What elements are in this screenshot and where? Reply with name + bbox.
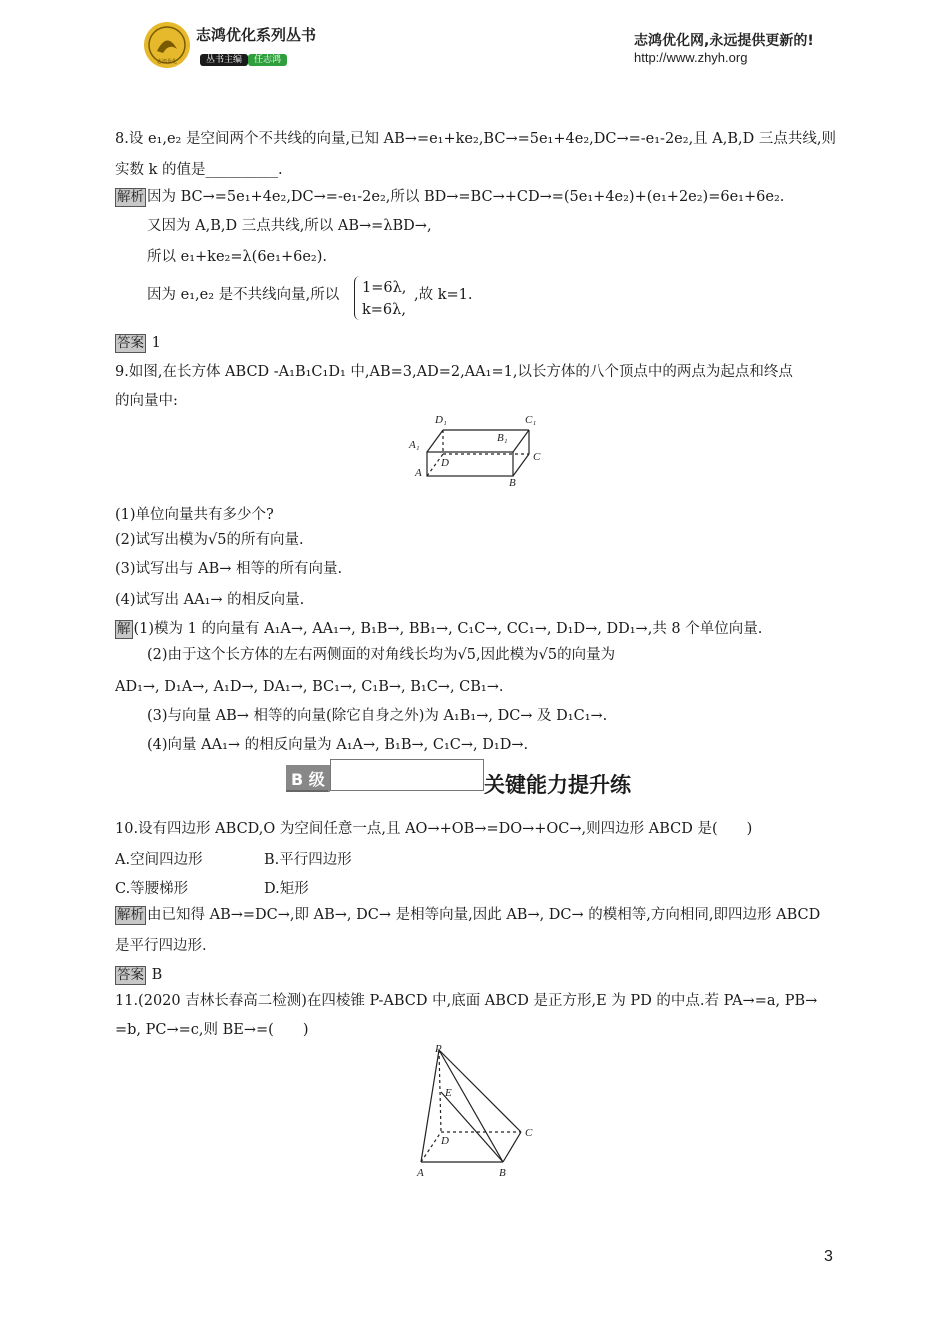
analysis-tag: 解析 [117,189,144,205]
label-B1: B₁ [497,432,508,444]
p10-option-a: A.空间四边形 [115,852,203,868]
p8-answer: 答案 1 [117,335,161,351]
p10-option-d: D.矩形 [264,881,309,897]
logo-text: 志鸿优化 [156,60,178,65]
p8-analysis-line4: 因为 e₁,e₂ 是不共线向量,所以 [147,287,340,303]
section-underline [286,790,328,792]
p8-conclusion: ,故 k=1. [414,287,473,303]
label-P: P [435,1043,442,1055]
label-C1: C₁ [525,414,537,426]
p9-stem-line1: 9.如图,在长方体 ABCD -A₁B₁C₁D₁ 中,AB=3,AD=2,AA₁=1,以长方体的八个顶点中的两点为起点和终点 [115,364,793,380]
p10-analysis-line2: 是平行四边形. [115,938,207,954]
system-eq1: 1=6λ, [362,280,407,296]
front-face [427,452,513,476]
p11-stem-line1: 11.(2020 吉林长春高二检测)在四棱锥 P-ABCD 中,底面 ABCD 是正方形,E 为 PD 的中点.若 PA→=a, PB→ [115,993,818,1009]
label-E: E [445,1087,452,1099]
p9-q2: (2)试写出模为√5的所有向量. [115,532,304,548]
editor-name: 任志鸿 [248,54,287,66]
label-A1: A₁ [409,439,420,451]
section-title: 关键能力提升练 [484,773,631,797]
p9-q4: (4)试写出 AA₁→ 的相反向量. [115,592,305,608]
page-number: 3 [824,1248,833,1265]
p9-sol2b: AD₁→, D₁A→, A₁D→, DA₁→, BC₁→, C₁B→, B₁C→, CB₁→. [115,679,504,695]
p10-analysis-line1: 解析 由已知得 AB→=DC→,即 AB→, DC→ 是相等向量,因此 AB→, DC→ 的模相等,方向相同,即四边形 ABCD [117,907,821,923]
system-eq2: k=6λ, [362,302,406,318]
p8-stem-line1: 8.设 e₁,e₂ 是空间两个不共线的向量,已知 AB→=e₁+ke₂,BC→=5e₁+4e₂,DC→=-e₁-2e₂,且 A,B,D 三点共线,则 [115,131,836,147]
answer-tag-2: 答案 [117,967,144,983]
label-D-pyr: D [441,1135,449,1147]
label-A: A [415,467,422,479]
slogan: 志鸿优化网,永远提供更新的! [634,33,814,49]
p9-sol1: 解 (1)模为 1 的向量有 A₁A→, AA₁→, B₁B→, BB₁→, C₁C→, CC₁→, D₁D→, DD₁→,共 8 个单位向量. [117,621,763,637]
answer-tag: 答案 [117,335,144,351]
p9-stem-line2: 的向量中: [115,393,178,409]
p8-analysis-line2: 又因为 A,B,D 三点共线,所以 AB→=λBD→, [147,218,432,234]
label-C-pyr: C [525,1127,533,1139]
section-frame [330,759,484,791]
p10-answer: 答案 B [117,967,163,983]
label-B: B [509,477,516,489]
section-level-badge: B 级 [286,765,330,792]
label-B-pyr: B [499,1167,506,1179]
solution-tag: 解 [117,621,131,637]
p10-option-b: B.平行四边形 [264,852,352,868]
editor-label: 丛书主编 [200,54,248,66]
label-C: C [533,451,541,463]
system-brace [354,276,361,320]
p10-stem: 10.设有四边形 ABCD,O 为空间任意一点,且 AO→+OB→=DO→+OC→,则四边形 ABCD 是( ) [115,821,753,837]
brand-name: 志鸿优化系列丛书 [196,26,317,44]
p11-stem-line2: =b, PC→=c,则 BE→=( ) [115,1022,309,1038]
label-D: D [441,457,449,469]
p9-sol3: (3)与向量 AB→ 相等的向量(除它自身之外)为 A₁B₁→, DC→ 及 D₁C₁→. [147,708,608,724]
p10-option-c: C.等腰梯形 [115,881,189,897]
p9-q1: (1)单位向量共有多少个? [115,507,274,523]
site-url[interactable]: http://www.zhyh.org [634,50,748,65]
p9-sol2a: (2)由于这个长方体的左右两侧面的对角线长均为√5,因此模为√5的向量为 [147,647,616,663]
cuboid-figure [405,408,550,490]
p8-analysis-line3: 所以 e₁+ke₂=λ(6e₁+6e₂). [147,249,327,265]
pyramid-figure [405,1040,550,1182]
analysis-tag-2: 解析 [117,907,144,923]
label-A-pyr: A [417,1167,424,1179]
p9-sol4: (4)向量 AA₁→ 的相反向量为 A₁A→, B₁B→, C₁C→, D₁D→. [147,737,529,753]
label-D1: D₁ [435,414,447,426]
p8-analysis-line1: 解析 因为 BC→=5e₁+4e₂,DC→=-e₁-2e₂,所以 BD→=BC→+CD→=(5e₁+4e₂)+(e₁+2e₂)=6e₁+6e₂. [117,189,785,205]
p9-q3: (3)试写出与 AB→ 相等的所有向量. [115,561,343,577]
p8-stem-line2: 实数 k 的值是__________. [115,162,283,178]
logo-emblem [143,21,191,69]
